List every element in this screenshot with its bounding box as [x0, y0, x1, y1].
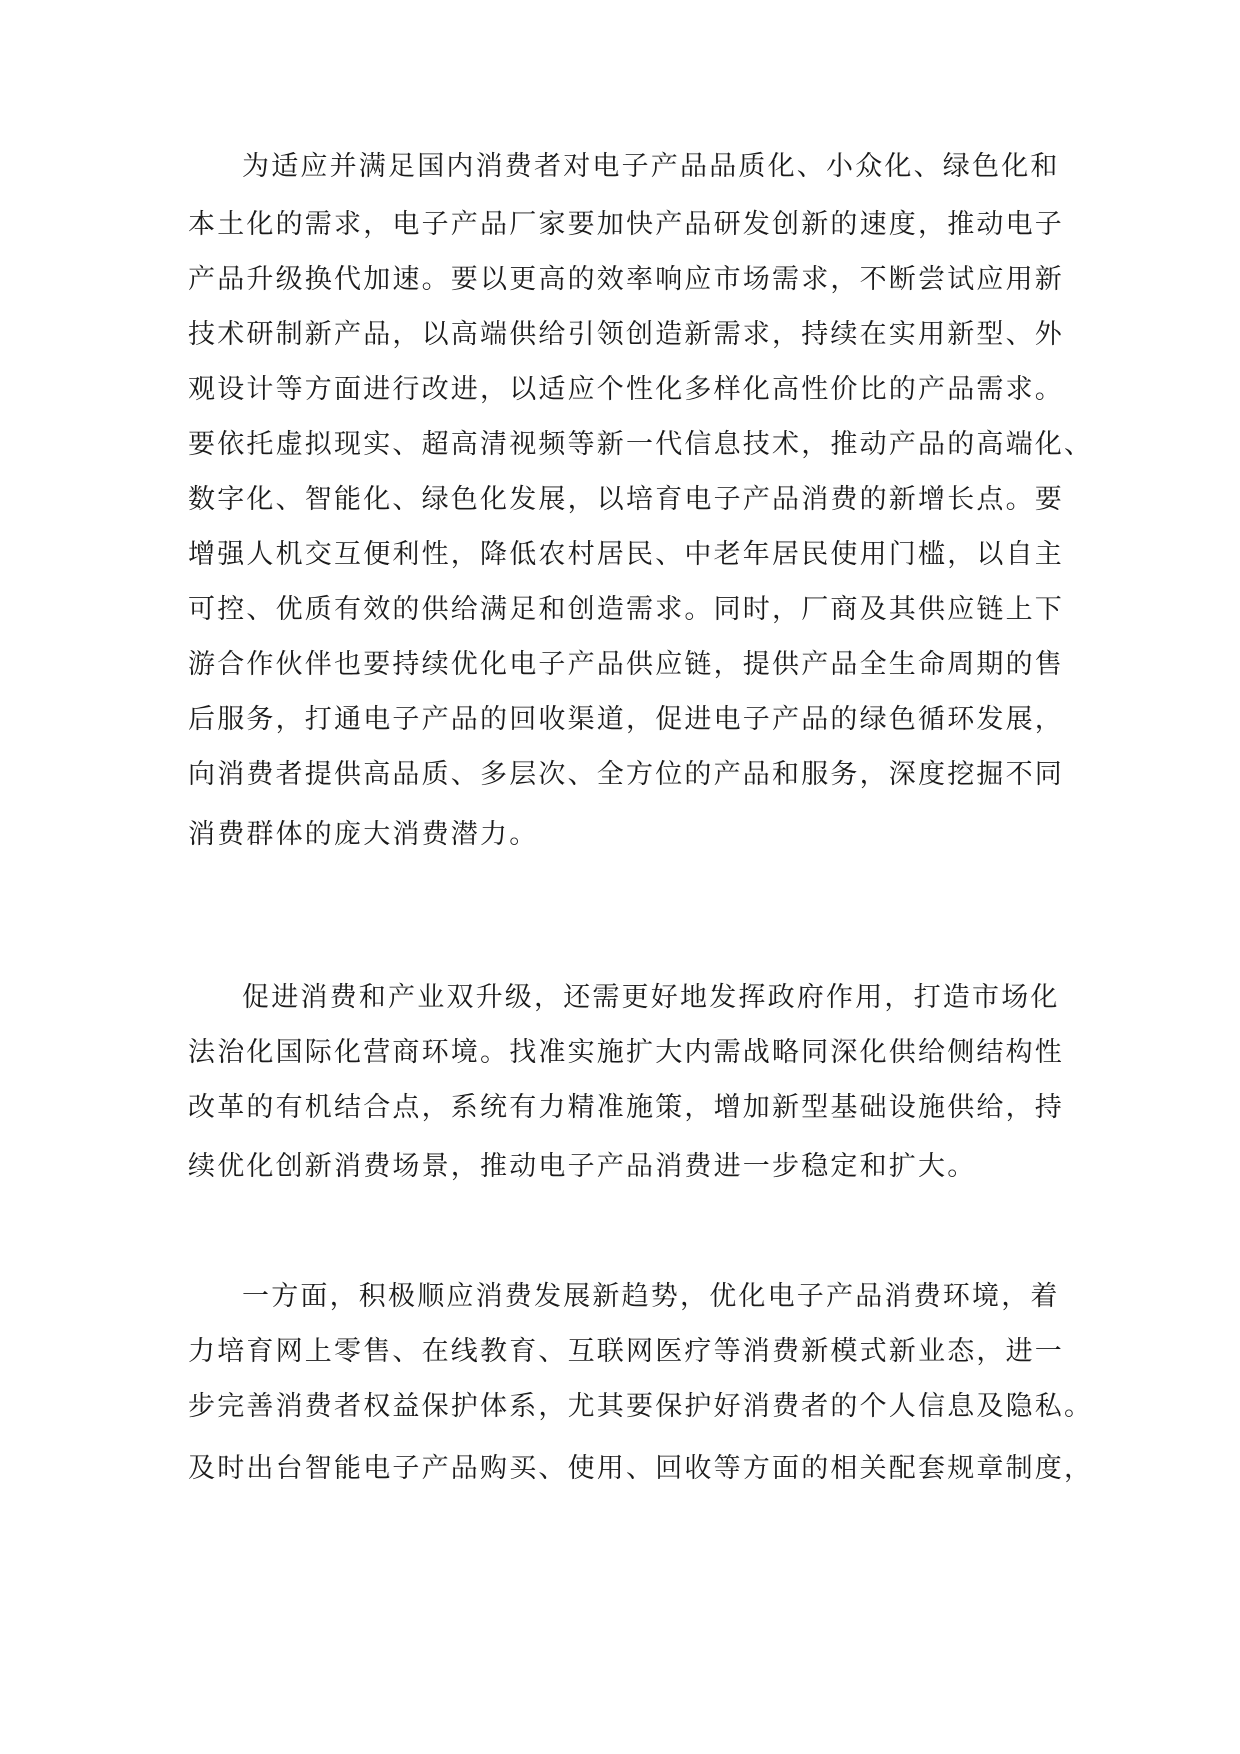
paragraph-line: 改革的有机结合点，系统有力精准施策，增加新型基础设施供给，持	[188, 1092, 1064, 1123]
paragraph-line: 法治化国际化营商环境。找准实施扩大内需战略同深化供给侧结构性	[188, 1037, 1064, 1068]
paragraph-line: 促进消费和产业双升级，还需更好地发挥政府作用，打造市场化	[242, 982, 1060, 1013]
paragraph-line: 步完善消费者权益保护体系，尤其要保护好消费者的个人信息及隐私。	[188, 1391, 1094, 1422]
paragraph-line: 观设计等方面进行改进，以适应个性化多样化高性价比的产品需求。	[188, 374, 1064, 405]
paragraph-line: 为适应并满足国内消费者对电子产品品质化、小众化、绿色化和	[242, 151, 1060, 182]
paragraph-line: 一方面，积极顺应消费发展新趋势，优化电子产品消费环境，着	[242, 1281, 1060, 1312]
paragraph-line: 后服务，打通电子产品的回收渠道，促进电子产品的绿色循环发展，	[188, 704, 1064, 735]
paragraph-line: 产品升级换代加速。要以更高的效率响应市场需求，不断尝试应用新	[188, 264, 1064, 295]
paragraph-line: 本土化的需求，电子产品厂家要加快产品研发创新的速度，推动电子	[188, 209, 1064, 240]
paragraph-line: 可控、优质有效的供给满足和创造需求。同时，厂商及其供应链上下	[188, 594, 1064, 625]
paragraph-line: 游合作伙伴也要持续优化电子产品供应链，提供产品全生命周期的售	[188, 649, 1064, 680]
paragraph-line: 续优化创新消费场景，推动电子产品消费进一步稳定和扩大。	[188, 1151, 977, 1182]
paragraph-line: 数字化、智能化、绿色化发展，以培育电子产品消费的新增长点。要	[188, 484, 1064, 515]
paragraph-line: 向消费者提供高品质、多层次、全方位的产品和服务，深度挖掘不同	[188, 759, 1064, 790]
paragraph-line: 技术研制新产品，以高端供给引领创造新需求，持续在实用新型、外	[188, 319, 1064, 350]
paragraph-line: 消费群体的庞大消费潜力。	[188, 819, 539, 850]
paragraph-line: 要依托虚拟现实、超高清视频等新一代信息技术，推动产品的高端化、	[188, 429, 1094, 460]
paragraph-line: 增强人机交互便利性，降低农村居民、中老年居民使用门槛，以自主	[188, 539, 1064, 570]
paragraph-line: 力培育网上零售、在线教育、互联网医疗等消费新模式新业态，进一	[188, 1336, 1064, 1367]
paragraph-line: 及时出台智能电子产品购买、使用、回收等方面的相关配套规章制度，	[188, 1453, 1094, 1484]
